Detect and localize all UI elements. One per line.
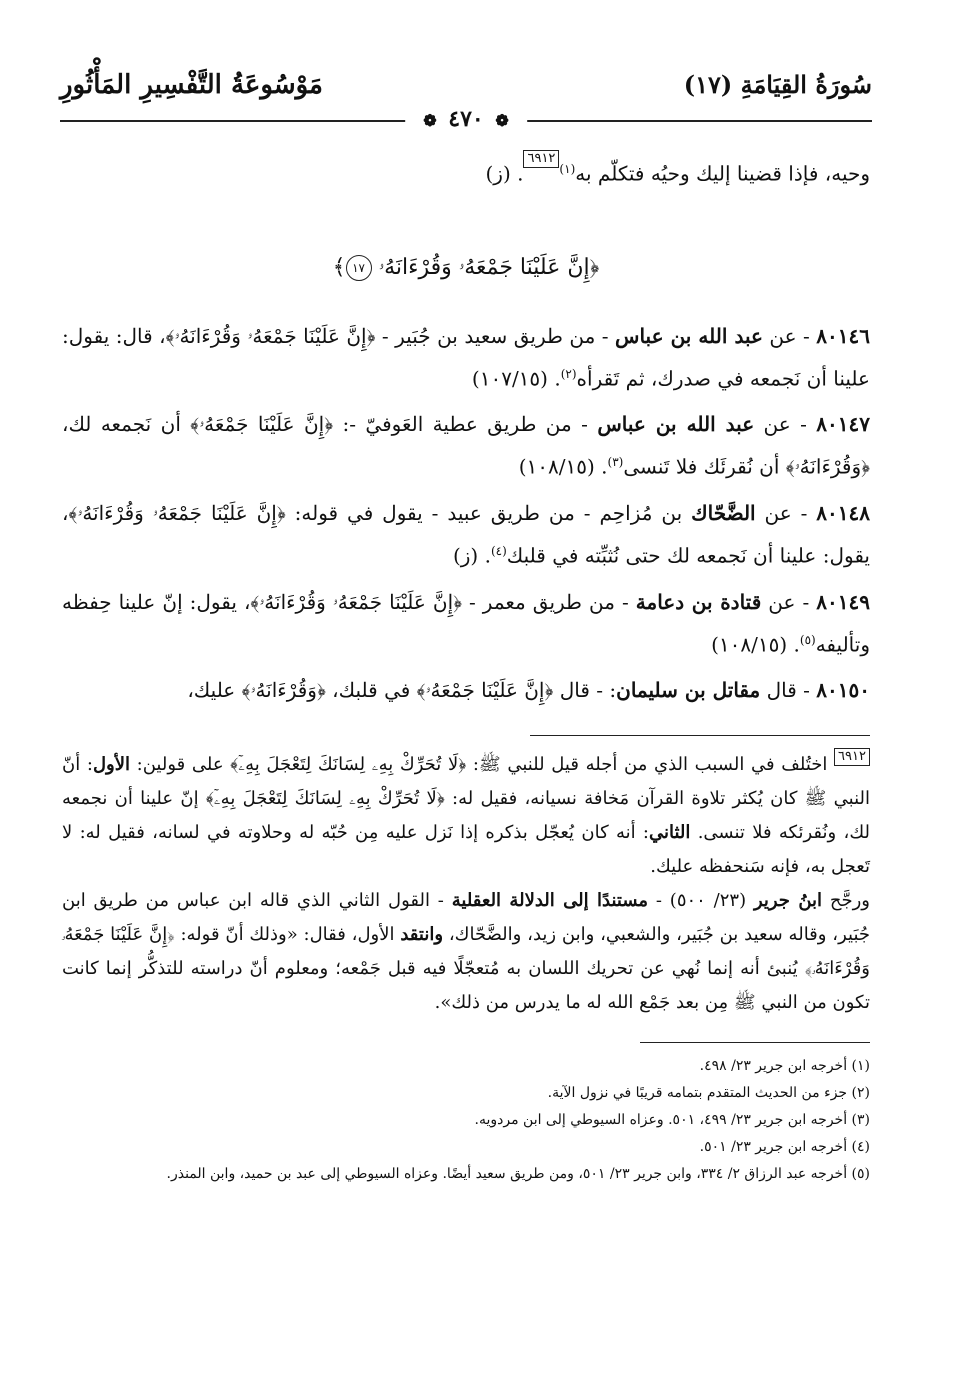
verse-text: ﴿إِنَّ عَلَيْنَا جَمْعَهُۥ وَقُرْءَانَهُۥ	[378, 254, 600, 280]
entry: ٨٠١٤٧ - عن عبد الله بن عباس - من طريق عطية العَوفيّ -: ﴿إِنَّ عَلَيْنَا جَمْعَهُۥ﴾ أن نَجمعه لك، ﴿وَقُرْءَانَهُۥ﴾ أن نُقرئَك فلا تَنسى$^{(٣)}$. (١٠٨/١٥)	[62, 412, 870, 479]
entry-text: - من طريق معمر - ﴿إِنَّ عَلَيْنَا جَمْعَهُۥ وَقُرْءَانَهُۥ﴾، يقول: إنّ علينا حِفظه وتأليفه	[62, 589, 870, 657]
intro-line	[62, 150, 870, 193]
page-header	[60, 62, 872, 142]
entry: ٨٠١٥٠ - قال مقاتل بن سليمان: - قال ﴿إِنَّ عَلَيْنَا جَمْعَهُۥ﴾ في قلبك، ﴿وَقُرْءَانَهُۥ﴾ عليك،	[187, 678, 870, 703]
note-paragraph	[62, 884, 870, 1020]
narrator-name: الضَّحّاك	[691, 500, 756, 525]
ornament-icon: ❁	[423, 111, 437, 130]
entry-source: . (١٠٨/١٥)	[518, 454, 608, 479]
footnote: (١) أخرجه ابن جرير ٢٣/ ٤٩٨.	[699, 1058, 870, 1075]
footnote: (٤) أخرجه ابن جرير ٢٣/ ٥٠١.	[699, 1139, 870, 1156]
note-text: اختُلف في السبب الذي من أجله قيل للنبي ﷺ: ﴿لَا تُحَرِّكْ بِهِۦ لِسَانَكَ لِتَعْجَلَ بِهِۦٓ﴾ على قولين:	[130, 754, 828, 776]
note-text: الأول، فقال: «وذلك أنّ قوله: ﴿إِنَّ عَلَيْنَا جَمْعَهُۥ وَقُرْءَانَهُۥ﴾ يُنبئ أنه إنما نُهي عن تحريك اللسان به مُتعجّلًا فيه قبل جَمْعه؛ ومعلوم أنّ دراسته للتذكُّر إنما كانت تكون من النبي ﷺ مِن بعد جَمْع الله له ما يدرس من ذلك».	[62, 924, 870, 1014]
verse-close: ﴾	[332, 254, 346, 280]
entry-text: - قال ﴿إِنَّ عَلَيْنَا جَمْعَهُۥ﴾ في قلبك، ﴿وَقُرْءَانَهُۥ﴾ عليك،	[187, 678, 604, 703]
note-author: ابنُ جرير	[753, 890, 823, 912]
entry-prefix: - قال	[766, 678, 810, 703]
note-second-label: الثاني	[648, 822, 691, 844]
footnote-ref[interactable]: (٢)	[560, 366, 577, 381]
intro-source: . (ز)	[485, 161, 524, 186]
note-text: : أنّ النبي ﷺ كان يُكثر تلاوة القرآن مَخافة نسيانه، فقيل له: ﴿لَا تُحَرِّكْ بِهِۦ لِسَانَكَ لِتَعْجَلَ بِهِۦٓ﴾ إنّ علينا أن نجمعه لك، ونُقرئكه فلا تنسى.	[62, 754, 870, 844]
note-box: ٦٩١٢	[834, 748, 870, 766]
note-text: ورجَّح	[822, 890, 870, 912]
entry-source: . (١٠٨/١٥)	[711, 632, 800, 657]
narrator-name-rest: بن مُزاحِم	[599, 500, 683, 525]
footnotes	[62, 1053, 870, 1188]
note-paragraph	[62, 748, 870, 884]
narrator-name: عبد الله بن عباس	[615, 323, 763, 348]
note-text: (٢٣/ ٥٠٠) -	[648, 890, 754, 912]
entry: ٨٠١٤٦ - عن عبد الله بن عباس - من طريق سعيد بن جُبَير - ﴿إِنَّ عَلَيْنَا جَمْعَهُۥ وَقُرْءَانَهُۥ﴾، قال: يقول: علينا أن نَجمعه في صدرك، ثم تَقرأه$^{(٢)}$. (١٠٧/١٥)	[62, 323, 870, 391]
footnotes-divider	[640, 1042, 870, 1043]
entry-number: ٨٠١٤٨	[816, 500, 871, 525]
verse-number: ١٧	[346, 255, 372, 281]
footnote: (٣) أخرجه ابن جرير ٢٣/ ٤٩٩، ٥٠١. وعزاه السيوطي إلى ابن مردويه.	[474, 1112, 870, 1129]
entry-number: ٨٠١٥٠	[816, 678, 870, 703]
notes-divider	[530, 735, 870, 736]
entry-source: . (ز)	[452, 543, 491, 568]
commentary-note	[62, 748, 870, 1020]
page-number: ٤٧٠	[448, 106, 484, 132]
intro-text: وحيه، فإذا قضينا إليك وحيُه فتكلّم به	[575, 161, 870, 186]
entry-number: ٨٠١٤٦	[816, 323, 870, 348]
note-critic: وانتقد	[400, 924, 444, 946]
ornament-icon: ❁	[495, 111, 509, 130]
footnote: (٥) أخرجه عبد الرزاق ٢/ ٣٣٤، وابن جرير ٢٣/ ٥٠١، ومن طريق سعيد أيضًا. وعزاه السيوطي إلى عبد بن حميد، وابن المنذر.	[166, 1166, 870, 1183]
book-title: مَوْسُوعَةُ التَّفْسِيرِ المَأْثُورِ	[60, 70, 323, 100]
narrator-name: عبد الله بن عباس	[597, 412, 755, 437]
footnote-ref[interactable]: (٥)	[799, 632, 816, 647]
footnote-ref[interactable]: (٤)	[490, 543, 507, 558]
narrator-name: قتادة بن دعامة	[635, 589, 762, 614]
entry-number: ٨٠١٤٩	[816, 589, 870, 614]
footnote-ref[interactable]: (٣)	[607, 455, 624, 470]
entry-number: ٨٠١٤٧	[816, 412, 870, 437]
note-text: : أنه كان يُعجّل بذكره إذا نَزل عليه مِن حُبّه له وحلاوته في لسانه، فقيل له: لا تَعجل به، فإنه سَنحفظه عليك.	[62, 822, 870, 878]
entry-text: - من طريق سعيد بن جُبَير - ﴿إِنَّ عَلَيْنَا جَمْعَهُۥ وَقُرْءَانَهُۥ﴾، قال: يقول: علينا أن نَجمعه في صدرك، ثم تَقرأه	[62, 323, 870, 391]
entry-source: . (١٠٧/١٥)	[471, 366, 561, 391]
note-ref-box[interactable]: ٦٩١٢	[523, 150, 559, 168]
note-first-label: الأول	[92, 754, 130, 776]
narrator-name: مقاتل بن سليمان	[616, 678, 761, 703]
entry: ٨٠١٤٨ - عن الضَّحّاك بن مُزاحِم - من طريق عبيد - يقول في قوله: ﴿إِنَّ عَلَيْنَا جَمْعَهُۥ وَقُرْءَانَهُۥ﴾، يقول: علينا أن نَجمعه لك حتى نُثبِّته في قلبك$^{(٤)}$. (ز)	[62, 500, 871, 568]
entry-text: - من طريق عطية العَوفيّ -: ﴿إِنَّ عَلَيْنَا جَمْعَهُۥ﴾ أن نَجمعه لك، ﴿وَقُرْءَانَهُۥ﴾ أن نُقرئَك فلا تَنسى	[62, 412, 870, 479]
footnote: (٢) جزء من الحديث المتقدم بتمامه قريبًا في نزول الآية.	[547, 1085, 870, 1102]
page-number-block	[405, 106, 527, 132]
footnote-ref[interactable]: (١)	[559, 162, 576, 176]
surah-title: سُورَةُ القِيَامَةِ (١٧)	[683, 70, 872, 99]
verse-heading	[62, 255, 870, 281]
note-method: مستندًا إلى الدلالة العقلية	[451, 890, 649, 912]
note-text: - القول الثاني الذي قاله ابن عباس من طريق ابن جُبَير، وقاله سعيد بن جُبَير، والشعبي، وابن زيد، والضَّحّاك،	[62, 890, 871, 946]
entry: ٨٠١٤٩ - عن قتادة بن دعامة - من طريق معمر - ﴿إِنَّ عَلَيْنَا جَمْعَهُۥ وَقُرْءَانَهُۥ﴾، يقول: إنّ علينا حِفظه وتأليفه$^{(٥)}$. (١٠٨/١٥)	[62, 589, 870, 657]
page-body	[62, 150, 870, 1188]
entry-text: - من طريق عبيد - يقول في قوله: ﴿إِنَّ عَلَيْنَا جَمْعَهُۥ وَقُرْءَانَهُۥ﴾، يقول: علينا أن نَجمعه لك حتى نُثبِّته في قلبك	[62, 500, 870, 568]
